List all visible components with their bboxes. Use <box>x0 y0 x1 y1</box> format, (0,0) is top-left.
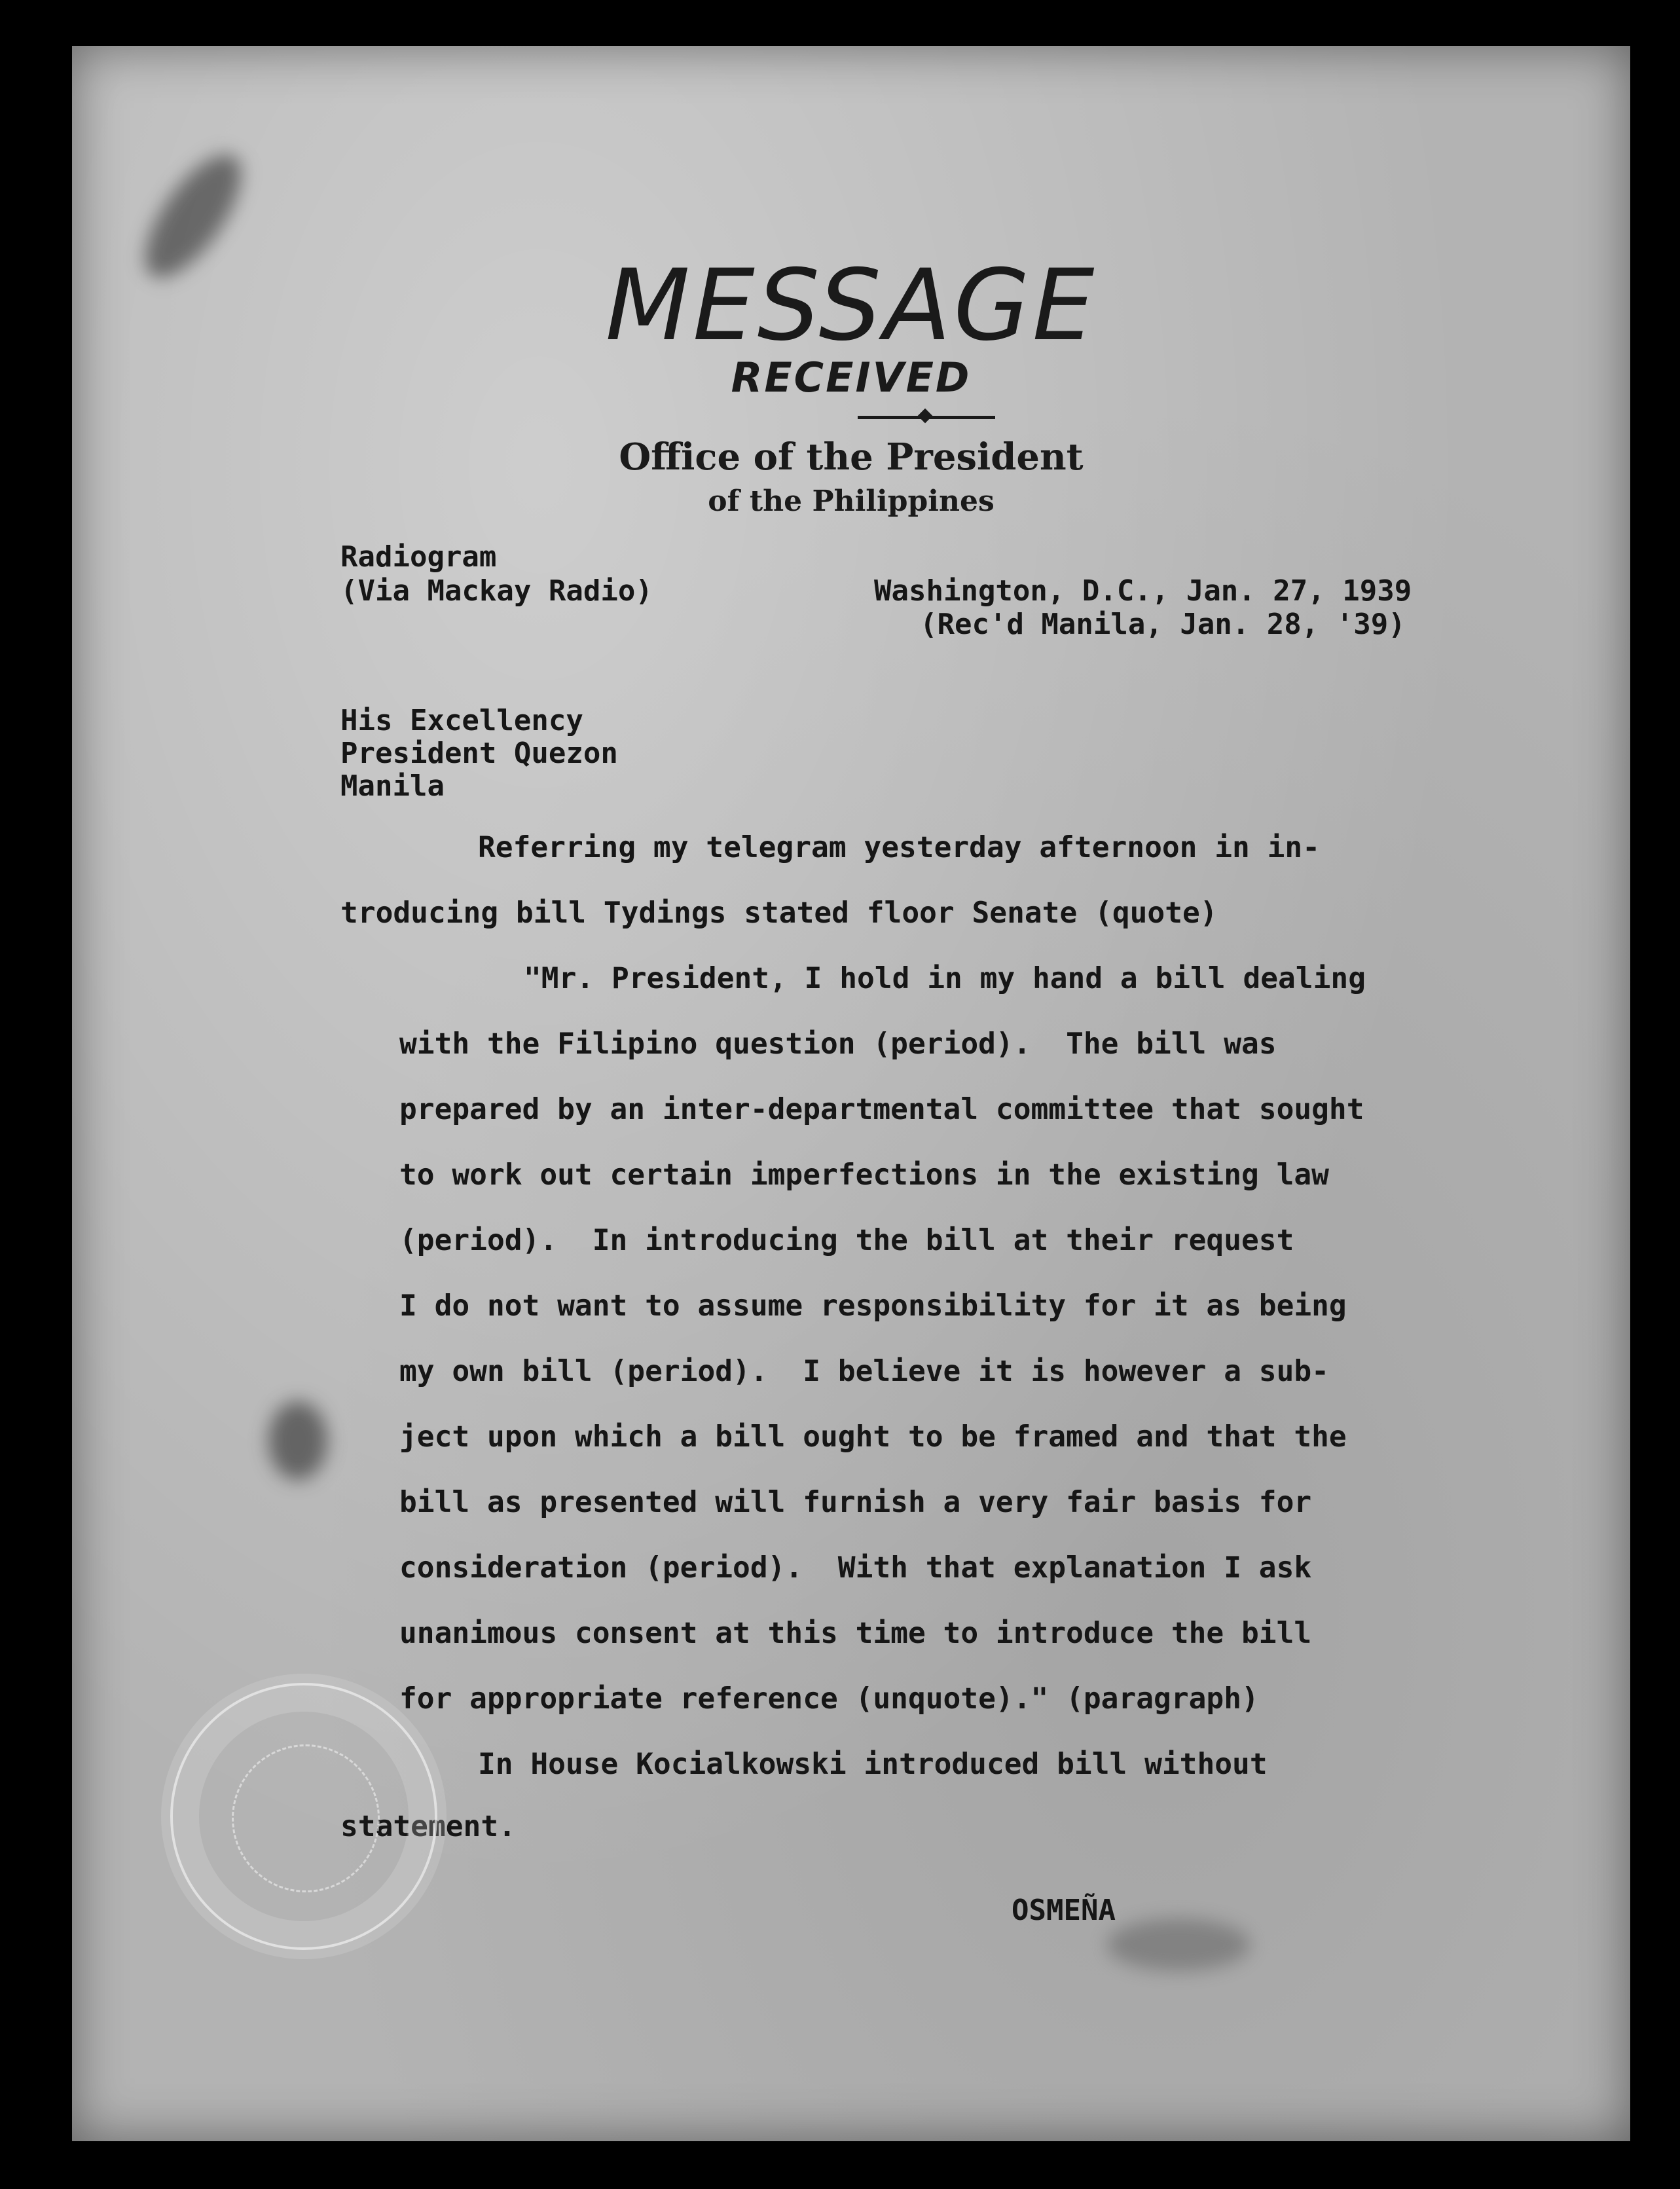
body-line: prepared by an inter-departmental committee that sought <box>399 1093 1364 1126</box>
seal-center-emblem <box>232 1744 380 1892</box>
document-page <box>72 46 1630 2141</box>
body-line: (period). In introducing the bill at their request <box>399 1224 1294 1257</box>
body-line: with the Filipino question (period). The bill was <box>399 1027 1277 1061</box>
ink-smudge <box>1106 1919 1251 1971</box>
body-line: to work out certain imperfections in the existing law <box>399 1158 1329 1192</box>
addressee-city: Manila <box>340 769 445 803</box>
origin-date: Washington, D.C., Jan. 27, 1939 <box>874 574 1412 608</box>
letterhead-diamond-ornament <box>918 409 933 424</box>
addressee-title: His Excellency <box>340 704 583 737</box>
body-line: Referring my telegram yesterday afternoon in in- <box>478 831 1320 864</box>
addressee-name: President Quezon <box>340 737 618 770</box>
body-line: I do not want to assume responsibility for it as being <box>399 1289 1347 1323</box>
body-line: "Mr. President, I hold in my hand a bill dealing <box>524 962 1366 995</box>
body-line: bill as presented will furnish a very fair basis for <box>399 1486 1312 1519</box>
signature: OSMEÑA <box>1012 1894 1116 1927</box>
body-line: my own bill (period). I believe it is however a sub- <box>399 1355 1329 1388</box>
via-label: (Via Mackay Radio) <box>340 574 653 608</box>
letterhead-office-line2: of the Philippines <box>708 485 995 518</box>
body-line: statement. <box>340 1810 516 1843</box>
received-date: (Rec'd Manila, Jan. 28, '39) <box>920 608 1406 641</box>
letterhead-office-line1: Office of the President <box>619 435 1084 479</box>
body-line: unanimous consent at this time to introduce the bill <box>399 1617 1312 1650</box>
body-line: for appropriate reference (unquote)." (paragraph) <box>399 1682 1259 1716</box>
body-line: In House Kocialkowski introduced bill without <box>478 1748 1268 1781</box>
letterhead-subtitle: RECEIVED <box>731 354 972 401</box>
radiogram-label: Radiogram <box>340 540 497 574</box>
body-line: ject upon which a bill ought to be framed and that the <box>399 1420 1347 1454</box>
letterhead-title: MESSAGE <box>605 249 1097 363</box>
body-line: troducing bill Tydings stated floor Senate (quote) <box>340 896 1218 930</box>
body-line: consideration (period). With that explanation I ask <box>399 1551 1312 1585</box>
ink-smudge <box>268 1401 327 1480</box>
embossed-seal-stamp <box>170 1683 437 1950</box>
